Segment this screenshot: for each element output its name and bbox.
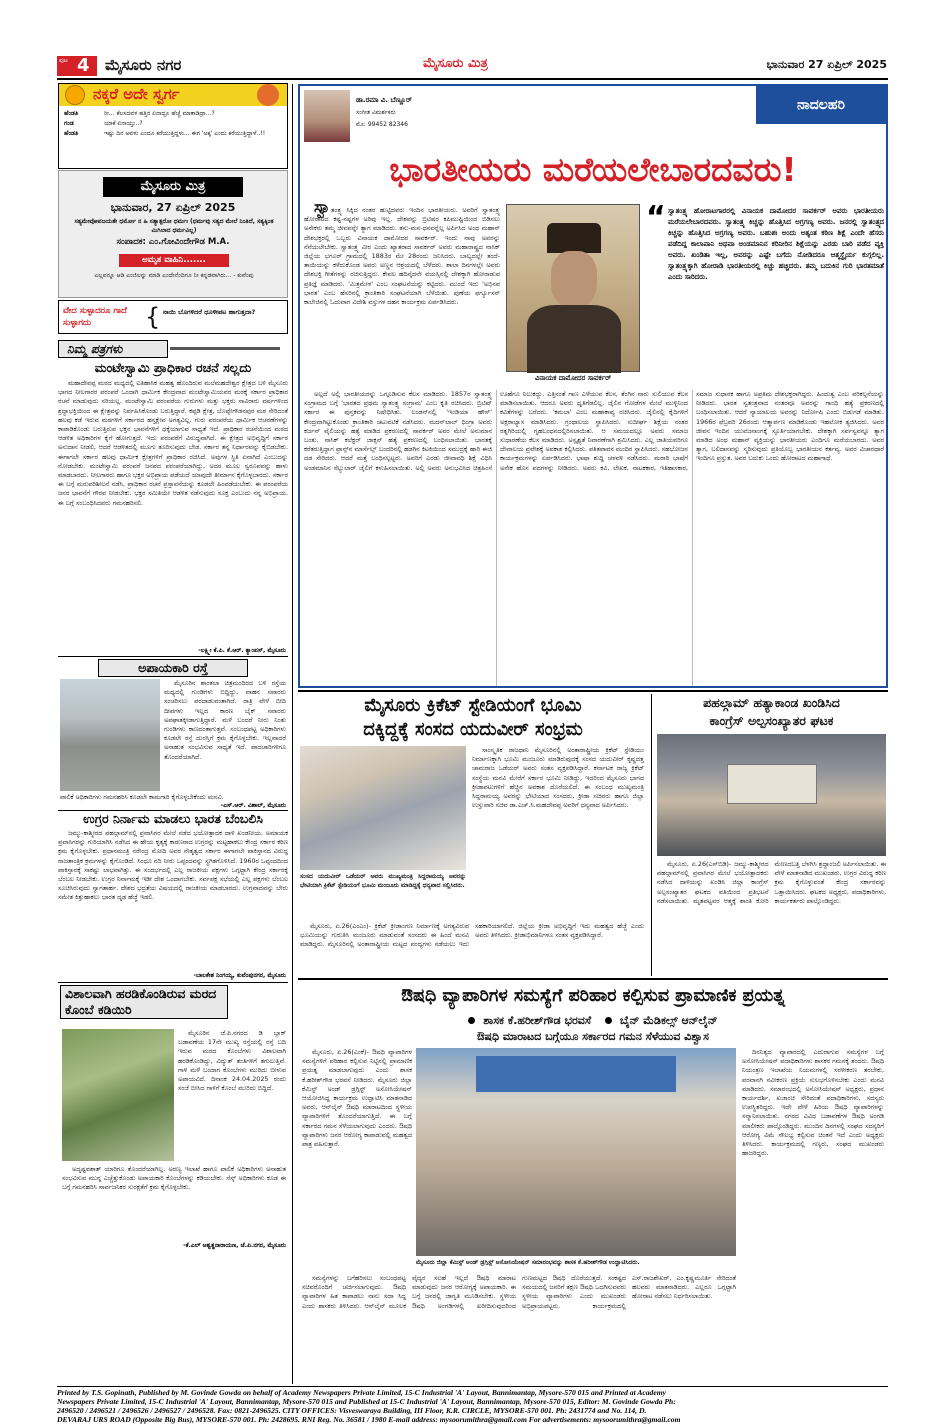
pull-quote: “ ಸ್ವಾತಂತ್ರ್ಯ ಹೋರಾಟಗಾರರಲ್ಲಿ ವಿನಾಯಕ ದಾಮೋದರ ಸಾವರ್ಕರ್ ಅವರು ಭಾರತೀಯರು ಮರೆಯಲೇಬಾರದವರು. ಸ್ವಾತಂತ್ರ್ಯ ಕಿಚ್ಚನ್ನು ಹೊತ್ತಿಸಿದ ಅಗ್ರಗಣ್ಯ ಅವರು. ಜನರಲ್ಲಿ ಸ್ವಾತಂತ್ರ್ಯದ ಕಿಚ್ಚನ್ನು ಹೊತ್ತಿಸಿದ ಅಗ್ರಗಣ್ಯ ಅವರು. ಬಹುಶಃ ಅಂದು ಅತ್ಯಂತ ಕಠಿಣ ಶಿಕ್ಷೆ ಎಂದೇ ಹೆಸರು ಪಡೆದಿದ್ದ ಕಾಲಾಪಾನಿ ಅಥವಾ ಅಂಡಮಾನಿನ ಕರಿನೀರಿನ ಶಿಕ್ಷೆಯನ್ನು ಎರಡು ಬಾರಿ ಪಡೆದ ವ್ಯಕ್ತಿ ಅವರು. ಖಂಡಿತಾ ಇಲ್ಲ, ಅವರನ್ನು ಎಷ್ಟೇ ಬಗೆದು ನೋಡಿದರೂ ಆತ್ಮಸ್ಥೈರ್ಯ ಕುಗ್ಗಲಿಲ್ಲ. ಸ್ವಾತಂತ್ರ್ಯಕ್ಕಾಗಿ ಹೋರಾಡಿ ಭಾರತೀಯರಲ್ಲಿ ಕಿಚ್ಚು ಹಚ್ಚಿದರು. ತಮ್ಮ ಬದುಕಿನ ಗುರಿ ಭಾರತಮಾತೆ ಎಂದು ಸಾರಿದರು. xyxy=(646,200,885,281)
photo-caption: ವಿನಾಯಕ ದಾಮೋದರ ಸಾವರ್ಕರ್ xyxy=(534,374,612,382)
letters-banner xyxy=(58,340,288,358)
laugh-icon xyxy=(65,85,85,105)
paper-motto: ಸತ್ಯಮೇವೋಪಜಯತೇ ಧರ್ಮೋ ನ ಹಿ ಸತ್ಯಾತ್ಪರೋ ಧರ್ಮಃ (ಧರ್ಮವು ಸತ್ಯದ ಮೇಲೆ ನಿಂತಿದೆ, ಸತ್ಯಕ್ಕಿಂತ ಮಿಗಿಲಾದ ಧರ್ಮವಿಲ್ಲ) xyxy=(74,218,274,234)
letter3-signature: -ಬಾಲಕೇಶ ನಿಂಗಯ್ಯ, ಕುವೆಂಪುನಗರ, ಮೈಸೂರು xyxy=(193,972,286,979)
joke-line: ಹೆಂಡತಿ ರೀ... ಕೆಲಸದವಳ ಹತ್ತಿರ ಏನಾದ್ರೂ ಹೆಚ್ಚೆ ಮಾತಾಡಿದ್ರಾ...? xyxy=(64,110,215,117)
letter3-body: ಜಮ್ಮು-ಕಾಶ್ಮೀರದ ಪಹಲ್ಗಾಮ್‌ನಲ್ಲಿ ಪ್ರವಾಸಿಗರ ಮೇಲೆ ನಡೆದ ಭಯೋತ್ಪಾದಕ ದಾಳಿ ಖಂಡನೀಯ. ಅಮಾಯಕ ಪ್ರವಾಸಿಗರನ್ನು ಗುರಿಯಾಗಿಸಿ ನಡೆಸಿದ ಈ ಹೇಯ ಕೃತ್ಯಕ್ಕೆ ಕಾರಣರಾದ ಉಗ್ರರನ್ನು ಮಟ್ಟಹಾಕಲು ಕೇಂದ್ರ ಸರ್ಕಾರ ಕಠಿಣ ಕ್ರಮ ಕೈಗೊಳ್ಳಬೇಕು. ಪ್ರಧಾನಮಂತ್ರಿ ನರೇಂದ್ರ ಮೋದಿ ಅವರ ನೇತೃತ್ವದ ಸರ್ಕಾರ ಈಗಾಗಲೇ ಪಾಕಿಸ್ತಾನದ ವಿರುದ್ಧ ರಾಜತಾಂತ್ರಿಕ ಕ್ರಮಗಳನ್ನು ಕೈಗೊಂಡಿದೆ. ಸಿಂಧೂ ನದಿ ನೀರು ಒಪ್ಪಂದವನ್ನು ಸ್ಥಗಿತಗೊಳಿಸಿದೆ. 1960ರ ಒಪ್ಪಂದದಿಂದ ಪಾಕಿಸ್ತಾನಕ್ಕೆ ಸಾಕಷ್ಟು ಲಾಭವಾಗಿತ್ತು. ಈ ಸಂದರ್ಭದಲ್ಲಿ ಎಲ್ಲ ರಾಜಕೀಯ ಪಕ್ಷಗಳು ಒಗ್ಗಟ್ಟಾಗಿ ಕೇಂದ್ರ ಸರ್ಕಾರಕ್ಕೆ ಬೆಂಬಲ ನೀಡಬೇಕು. ಉಗ್ರರ ನಿರ್ನಾಮಕ್ಕೆ ಇಡೀ ದೇಶ ಒಂದಾಗಬೇಕು. ಸರ್ವಪಕ್ಷ ಸಭೆಯಲ್ಲಿ ಎಲ್ಲ ಪಕ್ಷಗಳು ಬೆಂಬಲ ಸೂಚಿಸಿರುವುದು ಸ್ವಾಗತಾರ್ಹ. ದೇಶದ ಭದ್ರತೆಯ ವಿಷಯದಲ್ಲಿ ರಾಜಕೀಯ ಮಾಡಬಾರದು. ಉಗ್ರವಾದವನ್ನು ಬೇರು ಸಮೇತ ಕಿತ್ತುಹಾಕಲು ಭಾರತ ದೃಢ ಹೆಜ್ಜೆ ಇಡಲಿ. xyxy=(58,829,288,902)
letter4-body: ಮೈಸೂರಿನ ಜೆ.ಪಿ.ನಗರದ ಡಿ ಬ್ಲಾಕ್ ಬಡಾವಣೆಯ 17ನೇ ಮುಖ್ಯ ರಸ್ತೆಯಲ್ಲಿ ರಸ್ತೆ ಬದಿ ಇರುವ ಮರದ ಕೊಂಬೆಗಳು ವಿಶಾಲವಾಗಿ ಹರಡಿಕೊಂಡಿದ್ದು, ವಿದ್ಯುತ್ ತಂತಿಗಳಿಗೆ ತಗುಲುತ್ತಿವೆ. ಗಾಳಿ ಮಳೆ ಬಂದಾಗ ಕೊಂಬೆಗಳು ಮುರಿದು ಬೀಳುವ ಅಪಾಯವಿದೆ. ದಿನಾಂಕ 24.04.2025 ರಂದು ಸಂಜೆ ಬೀಸಿದ ಗಾಳಿಗೆ ಕೊಂಬೆ ಮುರಿದು ಬಿದ್ದಿದೆ. xyxy=(178,1029,286,1093)
letter1-signature: -ಲಕ್ಷ್ಮೀ ಕೆ.ಪಿ. ಕೆ.ಆರ್. ಕ್ಯಾಂಪಸ್, ಮೈಸೂರು xyxy=(198,647,286,654)
left-column-border xyxy=(292,84,293,1384)
pahalgam-body: ಮೈಸೂರು, ಏ.26(ಎಸ್‌ಬಿಡಿ)- ಜಮ್ಮು-ಕಾಶ್ಮೀರದ ಪಹಲ್ಗಾಮ್‌ನಲ್ಲಿ ಪ್ರವಾಸಿಗರ ಮೇಲೆ ಭಯೋತ್ಪಾದಕರು ನಡೆಸಿದ ದಾಳಿಯನ್ನು ಖಂಡಿಸಿ ಜಿಲ್ಲಾ ಕಾಂಗ್ರೆಸ್ ಅಲ್ಪಸಂಖ್ಯಾತರ ಘಟಕದ ವತಿಯಿಂದ ಪ್ರತಿಭಟನೆ ನಡೆಸಲಾಯಿತು. ಮೃತಪಟ್ಟವರ ಆತ್ಮಕ್ಕೆ ಶಾಂತಿ ಕೋರಿ ಮೇಣದಬತ್ತಿ ಬೆಳಗಿಸಿ ಶ್ರದ್ಧಾಂಜಲಿ ಅರ್ಪಿಸಲಾಯಿತು. ಈ ವೇಳೆ ಮಾತನಾಡಿದ ಮುಖಂಡರು, ಉಗ್ರರ ವಿರುದ್ಧ ಕಠಿಣ ಕ್ರಮ ಕೈಗೊಳ್ಳುವಂತೆ ಕೇಂದ್ರ ಸರ್ಕಾರವನ್ನು ಒತ್ತಾಯಿಸಿದರು. ಘಟಕದ ಅಧ್ಯಕ್ಷರು, ಪದಾಧಿಕಾರಿಗಳು, ಕಾರ್ಯಕರ್ತರು ಪಾಲ್ಗೊಂಡಿದ್ದರು. xyxy=(657,860,886,905)
bullet-icon xyxy=(468,1017,475,1024)
joke-box xyxy=(58,83,288,169)
story4-top-rule xyxy=(298,978,888,980)
pharmacy-caption: ಮೈಸೂರು ಜಿಲ್ಲಾ ಕೆಮಿಸ್ಟ್ ಅಂಡ್ ಡ್ರಗ್ಗಿಸ್ಟ್ ಅಸೋಸಿಯೇಷನ್ ಸಮಾರಂಭವನ್ನು ಶಾಸಕ ಕೆ.ಹರೀಶ್‌ಗೌಡ ಉದ್ಘಾಟಿಸಿದರು. xyxy=(416,1259,640,1266)
cricket-caption: ಸಂಸದ ಯದುವೀರ್ ಒಡೆಯರ್ ಅವರು ಮುಖ್ಯಮಂತ್ರಿ ಸಿದ್ದರಾಮಯ್ಯ ಅವರನ್ನು ಭೇಟಿಯಾಗಿ ಕ್ರಿಕೆಟ್ ಸ್ಟೇಡಿಯಂಗೆ ಭೂಮಿ ಮಂಜೂರು ಮಾಡಿದ್ದಕ್ಕೆ ಧನ್ಯವಾದ ಸಲ್ಲಿಸಿದರು. xyxy=(300,873,466,889)
letters-title: ನಿಮ್ಮ ಪತ್ರಗಳು xyxy=(58,340,168,358)
letter2 xyxy=(58,656,288,808)
letter4-body-cont: ಅದೃಷ್ಟವಶಾತ್ ಯಾರಿಗೂ ತೊಂದರೆಯಾಗಿಲ್ಲ. ಅರಣ್ಯ ಇಲಾಖೆ ಹಾಗೂ ಪಾಲಿಕೆ ಅಧಿಕಾರಿಗಳು ಅನಾಹುತ ಸಂಭವಿಸುವ ಮುನ್ನ ಎಚ್ಚೆತ್ತುಕೊಂಡು ಅಪಾಯಕಾರಿ ಕೊಂಬೆಗಳನ್ನು ಕಡಿಯಬೇಕು. ಸೆಸ್ಕ್ ಅಧಿಕಾರಿಗಳು ಕೂಡ ಈ ಬಗ್ಗೆ ಗಮನಹರಿಸಿ ಸಾರ್ವಜನಿಕರ ಸುರಕ್ಷತೆಗೆ ಕ್ರಮ ಕೈಗೊಳ್ಳಬೇಕು. xyxy=(62,1165,286,1192)
letter1-body: ಮಹಾದೇವಪ್ಪ ಮಠದ ಮಧ್ಯದಲ್ಲಿ ಐತಿಹಾಸಿಕ ಮಹತ್ವ ಹೊಂದಿರುವ ಮಲೆಮಹದೇಶ್ವರ ಕ್ಷೇತ್ರದ ಬಳಿ ಮೈಸೂರು ಭಾಗದ ನೀಲಗಾರರ ಪರಂಪರೆ ಒಂದಾಗಿ ಧಾರ್ಮಿಕ ಕೇಂದ್ರವಾದ ಮಂಟೇಸ್ವಾಮಿಯವರ ಮಠಕ್ಕೆ ಸರ್ಕಾರ ಪ್ರಾಧಿಕಾರ ರಚನೆ ಮಾಡುವುದು ಸರಿಯಲ್ಲ. ಮಂಟೇಸ್ವಾಮಿ ಪರಂಪರೆಯ ಗುರುಗಳು ಮತ್ತು ಭಕ್ತರು ಸಾವಿರಾರು ವರ್ಷಗಳಿಂದ ಶ್ರದ್ಧಾಭಕ್ತಿಯಿಂದ ಈ ಕ್ಷೇತ್ರವನ್ನು ನಿರ್ವಹಿಸಿಕೊಂಡು ಬರುತ್ತಿದ್ದಾರೆ. ಕಪ್ಪಡಿ ಕ್ಷೇತ್ರ, ಬೊಪ್ಪೇಗೌಡನಪುರ ಮಠ ಸೇರಿದಂತೆ ಹಲವು ಕಡೆ ಇರುವ ಮಠಗಳಿಗೆ ಸರ್ಕಾರದ ಹಸ್ತಕ್ಷೇಪ ಅಗತ್ಯವಿಲ್ಲ. ಗುರು ಪರಂಪರೆಯ ಧಾರ್ಮಿಕ ಆಚರಣೆಗಳನ್ನು ಕಾಪಾಡಿಕೊಂಡು ಬರುತ್ತಿರುವ ಭಕ್ತರ ಭಾವನೆಗಳಿಗೆ ಧಕ್ಕೆಯಾಗುವ ಸಾಧ್ಯತೆ ಇದೆ. ಪ್ರಾಧಿಕಾರ ರಚನೆಯಿಂದ ಮಠದ ಆಡಳಿತ ಅಧಿಕಾರಿಗಳ ಕೈಗೆ ಹೋಗುತ್ತದೆ. ಇದು ಪರಂಪರೆಗೆ ವಿರುದ್ಧವಾಗಿದೆ. ಈ ಕ್ಷೇತ್ರದ ಅಭಿವೃದ್ಧಿಗೆ ಸರ್ಕಾರ ಅನುದಾನ ನೀಡಲಿ, ಆದರೆ ಆಡಳಿತದಲ್ಲಿ ಮೂಗು ತೂರಿಸುವುದು ಬೇಡ. ಸರ್ಕಾರ ತನ್ನ ನಿರ್ಧಾರವನ್ನು ಕೈಬಿಡಬೇಕು. ಈಗಾಗಲೇ ಸರ್ಕಾರ ಹಲವು ಧಾರ್ಮಿಕ ಕ್ಷೇತ್ರಗಳಿಗೆ ಪ್ರಾಧಿಕಾರ ರಚಿಸಿದೆ. ಅವುಗಳ ಸ್ಥಿತಿ ಏನಾಗಿದೆ ಎಂಬುದನ್ನು ನೋಡಬೇಕು. ಮಂಟೇಸ್ವಾಮಿ ಪರಂಪರೆ ಜನಪದ ಪರಂಪರೆಯಾಗಿದ್ದು, ಅದರ ಮೂಲ ಸ್ವರೂಪವನ್ನು ಹಾಳು ಮಾಡಬಾರದು. ನೀಲಗಾರರು ಹಾಗೂ ಭಕ್ತರ ಅಭಿಪ್ರಾಯ ಪಡೆಯದೆ ಯಾವುದೇ ತೀರ್ಮಾನ ಕೈಗೊಳ್ಳಬಾರದು. ಸರ್ಕಾರ ಈ ಬಗ್ಗೆ ಮರುಪರಿಶೀಲನೆ ನಡೆಸಿ, ಪ್ರಾಧಿಕಾರ ರಚನೆ ಪ್ರಸ್ತಾವನೆಯನ್ನು ಕೂಡಲೇ ಹಿಂಪಡೆಯಬೇಕು. ಈ ಪರಂಪರೆಯ ಜನರ ಭಾವನೆಗೆ ಗೌರವ ನೀಡಬೇಕು. ಭಕ್ತರ ಸಮಿತಿಯೇ ಆಡಳಿತ ನಡೆಸುವುದು ಸೂಕ್ತ ಎಂಬುದು ನನ್ನ ಅಭಿಪ್ರಾಯ. ಈ ಬಗ್ಗೆ ಸಂಬಂಧಿಸಿದವರು ಗಮನಹರಿಸಲಿ. xyxy=(58,379,288,507)
pahalgam-headline-1: ಪಹಲ್ಗಾಮ್ ಹತ್ಯಾಕಾಂಡ ಖಂಡಿಸಿದ xyxy=(703,695,840,710)
face-shape xyxy=(551,251,597,307)
pharmacy-body-left: ಮೈಸೂರು, ಏ.26(ಎಂಕೆ)- ಔಷಧಿ ವ್ಯಾಪಾರಿಗಳ ಸಮಸ್ಯೆಗಳಿಗೆ ಪರಿಹಾರ ಕಲ್ಪಿಸುವ ನಿಟ್ಟಿನಲ್ಲಿ ಪ್ರಾಮಾಣಿಕ ಪ್ರಯತ್ನ ಮಾಡಲಾಗುವುದು ಎಂದು ಶಾಸಕ ಕೆ.ಹರೀಶ್‌ಗೌಡ ಭರವಸೆ ನೀಡಿದರು. ಮೈಸೂರು ಜಿಲ್ಲಾ ಕೆಮಿಸ್ಟ್ ಅಂಡ್ ಡ್ರಗ್ಗಿಸ್ಟ್ ಅಸೋಸಿಯೇಷನ್ ಆಯೋಜಿಸಿದ್ದ ಕಾರ್ಯಕ್ರಮ ಉದ್ಘಾಟಿಸಿ ಮಾತನಾಡಿದ ಅವರು, ಆನ್‌ಲೈನ್ ಔಷಧಿ ಮಾರಾಟದಿಂದ ಸ್ಥಳೀಯ ವ್ಯಾಪಾರಿಗಳಿಗೆ ತೊಂದರೆಯಾಗುತ್ತಿದೆ. ಈ ಬಗ್ಗೆ ಸರ್ಕಾರದ ಗಮನ ಸೆಳೆಯಲಾಗುವುದು ಎಂದರು. ಔಷಧಿ ವ್ಯಾಪಾರಿಗಳು ಜನರ ಆರೋಗ್ಯ ಕಾಪಾಡುವಲ್ಲಿ ಮಹತ್ವದ ಪಾತ್ರ ವಹಿಸುತ್ತಾರೆ. xyxy=(302,1048,412,1149)
paper-box xyxy=(58,170,288,298)
pharmacy-sub2: ಬೈನ್ ಮೆಡಿಕಲ್ಸ್ ಆನ್‌ಲೈನ್ xyxy=(619,1014,718,1027)
feature-body-row2: ಅಲ್ಲದೆ ಅಲ್ಲಿ ಭಾರತೀಯರನ್ನು ಒಗ್ಗೂಡಿಸುವ ಕೆಲಸ ಮಾಡಿದರು. 1857ರ ಸ್ವಾತಂತ್ರ್ಯ ಸಂಗ್ರಾಮದ ಬಗ್ಗೆ 'ಭಾರತದ ಪ್ರಥಮ ಸ್ವಾತಂತ್ರ್ಯ ಸಂಗ್ರಾಮ' ಎಂಬ ಕೃತಿ ರಚಿಸಿದರು. ಬ್ರಿಟಿಷ್ ಸರ್ಕಾರ ಈ ಪುಸ್ತಕವನ್ನು ನಿಷೇಧಿಸಿತು. ಲಂಡನ್‌ನಲ್ಲಿ 'ಇಂಡಿಯಾ ಹೌಸ್' ಕೇಂದ್ರವಾಗಿಟ್ಟುಕೊಂಡು ಕ್ರಾಂತಿಕಾರಿ ಚಟುವಟಿಕೆ ನಡೆಸಿದರು. ಮದನ್‌ಲಾಲ್ ಧಿಂಗ್ರಾ ಅವರು ಕರ್ಜನ್ ವೈಲಿಯನ್ನು ಹತ್ಯೆ ಮಾಡಿದ ಪ್ರಕರಣದಲ್ಲಿ ಸಾವರ್ಕರ್ ಅವರ ಮೇಲೆ ಅನುಮಾನ ಬಂತು. ನಾಸಿಕ್ ಕಲೆಕ್ಟರ್ ಜಾಕ್ಸನ್ ಹತ್ಯೆ ಪ್ರಕರಣದಲ್ಲಿ ಬಂಧಿಸಲಾಯಿತು. ಭಾರತಕ್ಕೆ ಕರೆತರುತ್ತಿದ್ದಾಗ ಫ್ರಾನ್ಸ್‌ನ ಮಾರ್ಸೆಲ್ಸ್ ಬಂದರಿನಲ್ಲಿ ಹಡಗಿನ ಕಿಟಕಿಯಿಂದ ಸಮುದ್ರಕ್ಕೆ ಹಾರಿ ಈಜಿ ದಡ ಸೇರಿದರು. ಆದರೆ ಮತ್ತೆ ಬಂಧಿಸಲ್ಪಟ್ಟರು. ಅವರಿಗೆ ಎರಡು ಜೀವಾವಧಿ ಶಿಕ್ಷೆ ವಿಧಿಸಿ ಅಂಡಮಾನಿನ ಸೆಲ್ಯುಲಾರ್ ಜೈಲಿಗೆ ಕಳುಹಿಸಲಾಯಿತು. ಅಲ್ಲಿ ಅವರು ಅನುಭವಿಸಿದ ಚಿತ್ರಹಿಂಸೆ ಊಹೆಗೂ ನಿಲುಕದ್ದು. ಎತ್ತಿನಂತೆ ಗಾಣ ಎಳೆಯುವ ಕೆಲಸ, ತೆಂಗಿನ ನಾರು ಸುಲಿಯುವ ಕೆಲಸ ಮಾಡಿಸಲಾಯಿತು. ಆದರೂ ಅವರು ಧೃತಿಗೆಡಲಿಲ್ಲ. ಜೈಲಿನ ಗೋಡೆಗಳ ಮೇಲೆ ಮುಳ್ಳಿನಿಂದ ಕವಿತೆಗಳನ್ನು ಬರೆದರು. 'ಕಮಲಾ' ಎಂಬ ಮಹಾಕಾವ್ಯ ರಚಿಸಿದರು. ಜೈಲಿನಲ್ಲಿ ಕೈದಿಗಳಿಗೆ ಅಕ್ಷರಾಭ್ಯಾಸ ಮಾಡಿಸಿದರು. ಗ್ರಂಥಾಲಯ ಸ್ಥಾಪಿಸಿದರು. ಸುದೀರ್ಘ ಶಿಕ್ಷೆಯ ನಂತರ ರತ್ನಗಿರಿಯಲ್ಲಿ ಗೃಹಬಂಧನದಲ್ಲಿರಿಸಲಾಯಿತು. ಆ ಸಮಯದಲ್ಲೂ ಅವರು ಸಮಾಜ ಸುಧಾರಣೆಯ ಕೆಲಸ ಮಾಡಿದರು. ಅಸ್ಪೃಶ್ಯತೆ ನಿವಾರಣೆಗಾಗಿ ಶ್ರಮಿಸಿದರು. ಎಲ್ಲ ಜಾತಿಯವರಿಗೂ ದೇವಾಲಯ ಪ್ರವೇಶಕ್ಕೆ ಅವಕಾಶ ಕಲ್ಪಿಸಿದರು. ಪತಿತಪಾವನ ಮಂದಿರ ಸ್ಥಾಪಿಸಿದರು. ಸಹಭೋಜನ ಕಾರ್ಯಕ್ರಮಗಳನ್ನು ಏರ್ಪಡಿಸಿದರು. ಭಾಷಾ ಶುದ್ಧಿ ಚಳವಳಿ ನಡೆಸಿದರು. ಮರಾಠಿ ಭಾಷೆಗೆ ಅನೇಕ ಹೊಸ ಪದಗಳನ್ನು ನೀಡಿದರು. ಅವರು ಕವಿ, ಲೇಖಕ, ನಾಟಕಕಾರ, ಇತಿಹಾಸಕಾರ, ಸಮಾಜ ಸುಧಾರಕ ಹಾಗೂ ಅಪ್ರತಿಮ ದೇಶಭಕ್ತರಾಗಿದ್ದರು. ಹಿಂದುತ್ವ ಎಂಬ ಪರಿಕಲ್ಪನೆಯನ್ನು ನೀಡಿದರು. ಭಾರತ ಸ್ವತಂತ್ರವಾದ ನಂತರವೂ ಅವರನ್ನು ಗಾಂಧಿ ಹತ್ಯೆ ಪ್ರಕರಣದಲ್ಲಿ ಬಂಧಿಸಲಾಯಿತು. ಆದರೆ ನ್ಯಾಯಾಲಯ ಅವರನ್ನು ನಿರ್ದೋಷಿ ಎಂದು ಬಿಡುಗಡೆ ಮಾಡಿತು. 1966ರ ಫೆಬ್ರವರಿ 26ರಂದು ಆತ್ಮಾರ್ಪಣ ಮಾಡಿಕೊಂಡು ಇಹಲೋಕ ತ್ಯಜಿಸಿದರು. ಅವರ ಜೀವನ ಇಂದಿನ ಯುವಜನಾಂಗಕ್ಕೆ ಸ್ಫೂರ್ತಿಯಾಗಬೇಕು. ದೇಶಕ್ಕಾಗಿ ಸರ್ವಸ್ವವನ್ನೂ ತ್ಯಾಗ ಮಾಡಿದ ಅಂಥ ಮಹಾನ್ ವ್ಯಕ್ತಿಯನ್ನು ಭಾರತೀಯರು ಎಂದಿಗೂ ಮರೆಯಬಾರದು. ಅವರ ತ್ಯಾಗ, ಬಲಿದಾನವನ್ನು ಸ್ಮರಿಸುವುದು ಪ್ರತಿಯೊಬ್ಬ ಭಾರತೀಯನ ಕರ್ತವ್ಯ. ಅವರ ವಿಚಾರಧಾರೆ ಇಂದಿಗೂ ಪ್ರಸ್ತುತ. ಅವರ ಬದುಕು ಒಂದು ಹೋರಾಟದ ಮಹಾಗಾಥೆ. xyxy=(304,390,884,472)
paper-logo: ಮೈಸೂರು ಮಿತ್ರ xyxy=(103,177,243,197)
feature-box xyxy=(298,84,888,688)
quote-icon: “ xyxy=(646,200,666,235)
joke-line: ಗಂಡ ಯಾಕೆ ಏನಾಯ್ತು..? xyxy=(64,120,143,127)
imprint-line-1: Printed by T.S. Gopinath, Published by M. Govinde Gowda on behalf of Academy Newspapers Private Limited, 15-C Industrial 'A' Layout, Bannimantap, Mysore-570 015 and Printed at Academy xyxy=(57,1388,666,1397)
letter2-body: ಮೈಸೂರಿನ ಶಾಂತಲಾ ಚಿತ್ರಮಂದಿರದ ಬಳಿ ರಸ್ತೆಯ ಮಧ್ಯದಲ್ಲಿ ಗುಂಡಿಗಳು ಬಿದ್ದಿದ್ದು, ವಾಹನ ಸವಾರರು ಸಂಚರಿಸಲು ಪರದಾಡುವಂತಾಗಿದೆ. ರಾತ್ರಿ ವೇಳೆ ಬೀದಿ ದೀಪಗಳು ಇಲ್ಲದ ಕಾರಣ ಬೈಕ್ ಸವಾರರು ಅಪಘಾತಕ್ಕೀಡಾಗುತ್ತಿದ್ದಾರೆ. ಮಳೆ ಬಂದರೆ ನೀರು ನಿಂತು ಗುಂಡಿಗಳು ಕಾಣದಂತಾಗುತ್ತವೆ. ಸಂಬಂಧಪಟ್ಟ ಅಧಿಕಾರಿಗಳು ಕೂಡಲೇ ರಸ್ತೆ ದುರಸ್ತಿಗೆ ಕ್ರಮ ಕೈಗೊಳ್ಳಬೇಕು. ಇಲ್ಲವಾದರೆ ಅನಾಹುತ ಸಂಭವಿಸುವ ಸಾಧ್ಯತೆ ಇದೆ. ಪಾದಚಾರಿಗಳಿಗೂ ತೊಂದರೆಯಾಗಿದೆ. xyxy=(164,679,286,761)
pen-icon xyxy=(170,347,280,350)
imprint-line-2: Newspapers Private Limited, 15-C Industrial 'A' Layout, Bannimantap, Mysore-570 015 and Published at 15-C Industrial 'A' Layout, Bannimantap, Mysore-570 015, Editor: M. Govinde Gowda Ph: xyxy=(57,1397,676,1406)
letter1-title: ಮಂಟೇಸ್ವಾಮಿ ಪ್ರಾಧಿಕಾರ ರಚನೆ ಸಲ್ಲದು xyxy=(94,360,252,375)
pharmacy-sub1: ಶಾಸಕ ಕೆ.ಹರೀಶ್‌ಗೌಡ ಭರವಸೆ xyxy=(483,1014,592,1027)
cricket-body-b: ಮೈಸೂರು, ಏ.26(ಎಂಎಂ)- ಕ್ರಿಕೆಟ್ ಕ್ರೀಡಾಂಗಣ ನಿರ್ಮಾಣಕ್ಕೆ ಅಗತ್ಯವಿರುವ ಭೂಮಿಯನ್ನು ಗುರುತಿಸಿ ಮಂಜೂರು ಮಾಡುವಂತೆ ಸಂಸದರು ಈ ಹಿಂದೆ ಮನವಿ ಮಾಡಿದ್ದರು. ಮೈಸೂರಿನಲ್ಲಿ ಅಂತಾರಾಷ್ಟ್ರೀಯ ಮಟ್ಟದ ಪಂದ್ಯಗಳು ನಡೆಯಲು ಇದು ಸಹಕಾರಿಯಾಗಲಿದೆ. ಜಿಲ್ಲೆಯ ಕ್ರೀಡಾ ಅಭಿವೃದ್ಧಿಗೆ ಇದು ಮಹತ್ವದ ಹೆಜ್ಜೆ ಎಂದು ಅವರು ತಿಳಿಸಿದರು. ಕ್ರೀಡಾಭಿಮಾನಿಗಳೂ ಸಂತಸ ವ್ಯಕ್ತಪಡಿಸಿದ್ದಾರೆ. xyxy=(300,922,644,949)
protest-banner xyxy=(727,764,817,804)
letter4 xyxy=(58,982,288,1250)
story2-divider xyxy=(651,694,652,976)
amruta-text: ಎಲ್ಲವನ್ನೂ ಆಡಿ ಎಂಜಿಲನ್ನು ಮಾಡಿ ಎಂದೇನೆಂದಿಗೂ ನೀ ಕನ್ನಡವಾಗಿರು... - ಕುವೆಂಪು xyxy=(94,272,254,279)
footer-rule xyxy=(57,1386,888,1387)
cricket-story xyxy=(298,694,648,976)
proverb-left: ವೇದ ಸುಳ್ಳಾದರೂ ಗಾದೆ ಸುಳ್ಳಾಗದು xyxy=(63,306,127,328)
pharmacy-body-right: ದಿನನಿತ್ಯದ ವ್ಯಾಪಾರದಲ್ಲಿ ಎದುರಾಗುವ ಸಮಸ್ಯೆಗಳ ಬಗ್ಗೆ ಅಸೋಸಿಯೇಷನ್ ಪದಾಧಿಕಾರಿಗಳು ಶಾಸಕರ ಗಮನಕ್ಕೆ ತಂದರು. ಔಷಧಿ ನಿಯಂತ್ರಣ ಇಲಾಖೆಯ ನಿಯಮಗಳಲ್ಲಿ ಸರಳೀಕರಣ ತರಬೇಕು, ಪರವಾನಗಿ ನವೀಕರಣ ಪ್ರಕ್ರಿಯೆ ಸುಲಭಗೊಳಿಸಬೇಕು ಎಂದು ಮನವಿ ಮಾಡಿದರು. ಸಮಾರಂಭದಲ್ಲಿ ಅಸೋಸಿಯೇಷನ್ ಅಧ್ಯಕ್ಷರು, ಪ್ರಧಾನ ಕಾರ್ಯದರ್ಶಿ, ಖಜಾಂಚಿ ಸೇರಿದಂತೆ ಪದಾಧಿಕಾರಿಗಳು, ಸದಸ್ಯರು ಉಪಸ್ಥಿತರಿದ್ದರು. ಇದೇ ವೇಳೆ ಹಿರಿಯ ಔಷಧಿ ವ್ಯಾಪಾರಿಗಳನ್ನು ಸನ್ಮಾನಿಸಲಾಯಿತು. ನಗರದ ವಿವಿಧ ಬಡಾವಣೆಗಳ ಔಷಧಿ ಅಂಗಡಿ ಮಾಲೀಕರು ಪಾಲ್ಗೊಂಡಿದ್ದರು. ಮುಂದಿನ ದಿನಗಳಲ್ಲಿ ಸಂಘದ ಸದಸ್ಯರಿಗೆ ಆರೋಗ್ಯ ವಿಮೆ ಸೌಲಭ್ಯ ಕಲ್ಪಿಸುವ ಚಿಂತನೆ ಇದೆ ಎಂದು ಅಧ್ಯಕ್ಷರು ತಿಳಿಸಿದರು. ಕಾರ್ಯಕ್ರಮದಲ್ಲಿ ಗಣ್ಯರು, ಸಂಘದ ಮುಖಂಡರು ಹಾಜರಿದ್ದರು. xyxy=(742,1048,884,1158)
pharmacy-story xyxy=(298,982,888,1384)
pahalgam-headline-2: ಕಾಂಗ್ರೆಸ್ ಅಲ್ಪಸಂಖ್ಯಾತರ ಘಟಕ xyxy=(709,713,834,728)
story2-top-rule xyxy=(298,690,888,692)
pharmacy-subheads xyxy=(298,1012,888,1029)
letter4-signature: -ಕೆ.ಎಲ್ ಅಶ್ವತ್ಥನಾರಾಯಣ, ಜೆ.ಪಿ.ನಗರ, ಮೈಸೂರು xyxy=(183,1242,286,1249)
mascot-icon xyxy=(257,84,279,106)
tree-photo xyxy=(62,1029,174,1161)
quote-text: ಸ್ವಾತಂತ್ರ್ಯ ಹೋರಾಟಗಾರರಲ್ಲಿ ವಿನಾಯಕ ದಾಮೋದರ ಸಾವರ್ಕರ್ ಅವರು ಭಾರತೀಯರು ಮರೆಯಲೇಬಾರದವರು. ಸ್ವಾತಂತ್ರ್ಯ ಕಿಚ್ಚನ್ನು ಹೊತ್ತಿಸಿದ ಅಗ್ರಗಣ್ಯ ಅವರು. xyxy=(668,207,884,226)
author-name: ಡಾ.ರಮಾ ವಿ. ಬೆಣ್ಣೂರ್ xyxy=(356,96,412,104)
page-number-badge xyxy=(57,56,97,76)
author-panel xyxy=(304,90,434,142)
author-role: ಸಂಗೀತ ವಿಮರ್ಶಕರು xyxy=(356,109,396,116)
author-phone: ಮೊ: 99452 82346 xyxy=(356,121,408,128)
imprint-line-3: 2496520 / 2496521 / 2496526 / 2496527 / 2496528. Fax: 0821-2496525. CITY OFFICES: Visveswaraya Building, III Floor, K.R. CIRCLE, MYSORE-570 001. Ph: 2431774 and No. 114, D. xyxy=(57,1406,647,1415)
header-rule xyxy=(57,78,888,80)
joke-header xyxy=(59,84,287,106)
bullet-icon xyxy=(605,1017,612,1024)
joke-line: ಹೆಂಡತಿ ಇಷ್ಟು ದಿನ ಅವಳು ಎಂದೂ ಕರೆಯುತ್ತಿದ್ದಳು... ಈಗ 'ಅಕ್ಕ' ಎಂದು ಕರೆಯುತ್ತಿದ್ದಾಳೆ..!! xyxy=(64,130,266,137)
joke-lines xyxy=(59,106,287,142)
letter2-signature: -ಎಸ್.ಆರ್. ವಿಶಾಲ್, ಮೈಸೂರು xyxy=(220,802,286,808)
cricket-headline-2: ದಕ್ಕಿದ್ದಕ್ಕೆ ಸಂಸದ ಯದುವೀರ್ ಸಂಭ್ರಮ xyxy=(363,719,583,740)
paper-editor: ಸಂಪಾದಕ: ಎಂ.ಗೋವಿಂದೇಗೌಡ M.A. xyxy=(116,237,230,247)
author-photo xyxy=(304,90,350,142)
page-header xyxy=(57,55,887,77)
letter3-title: ಉಗ್ರರ ನಿರ್ನಾಮ ಮಾಡಲು ಭಾರತ ಬೆಂಬಲಿಸಿ xyxy=(83,811,263,826)
coat-shape xyxy=(527,305,621,373)
letter3 xyxy=(58,810,288,980)
pharmacy-sub3: ಔಷಧಿ ಮಾರಾಟದ ಬಗ್ಗೆಯೂ ಸರ್ಕಾರದ ಗಮನ ಸೆಳೆಯುವ ವಿಶ್ವಾಸ xyxy=(477,1030,709,1043)
imprint-line-4: DEVARAJ URS ROAD (Opposite Big Bus), MYSORE-570 001. Ph: 2428695. RNI Reg. No. 36581 / 1980 E-mail address: mysoorumithra@gmail.com For advertisements: mysoorumithra@gmail.com xyxy=(57,1415,681,1424)
imprint xyxy=(57,1388,888,1424)
cricket-photo xyxy=(300,746,466,870)
letter4-title: ವಿಶಾಲವಾಗಿ ಹರಡಿಕೊಂಡಿರುವ ಮರದ ಕೊಂಬೆ ಕಡಿಯಿರಿ xyxy=(60,985,228,1019)
cricket-headline-1: ಮೈಸೂರು ಕ್ರಿಕೆಟ್ ಸ್ಟೇಡಿಯಂಗೆ ಭೂಮಿ xyxy=(364,695,582,716)
column-tag: ನಾದಲಹರಿ xyxy=(756,86,886,124)
letter2-body-cont: ಪಾಲಿಕೆ ಅಧಿಕಾರಿಗಳು ಗಮನಹರಿಸಿ ಕೂಡಲೇ ಕಾಮಗಾರಿ ಕೈಗೊಳ್ಳಬೇಕೆಂದು ಮನವಿ. xyxy=(60,793,224,801)
joke-title: ನಕ್ಕರೆ ಅದೇ ಸ್ವರ್ಗ xyxy=(93,85,180,103)
pharmacy-photo xyxy=(416,1048,736,1256)
section-name: ಮೈಸೂರು ನಗರ xyxy=(105,56,182,74)
pharmacy-body-bottom: ಸಮಸ್ಯೆಗಳನ್ನು ಬಗೆಹರಿಸಲು ಸಂಬಂಧಪಟ್ಟ ಸಚಿವರೊಂದಿಗೆ ಚರ್ಚಿಸಲಾಗುವುದು. ಔಷಧಿ ವ್ಯಾಪಾರಿಗಳ ಹಿತ ಕಾಪಾಡಲು ನಾನು ಸದಾ ಸಿದ್ಧ ಎಂದು ಶಾಸಕರು ತಿಳಿಸಿದರು. ಆನ್‌ಲೈನ್ ಮೂಲಕ ವೈದ್ಯರ ಸಲಹೆ ಇಲ್ಲದೆ ಔಷಧಿ ಮಾರಾಟ ಮಾಡುವುದು ಜನರ ಆರೋಗ್ಯಕ್ಕೆ ಅಪಾಯಕಾರಿ. ಈ ಬಗ್ಗೆ ಜನರಲ್ಲಿ ಜಾಗೃತಿ ಮೂಡಿಸಬೇಕು. ಸ್ಥಳೀಯ ಔಷಧಿ ಅಂಗಡಿಗಳಲ್ಲಿ ಖರೀದಿಸುವುದರಿಂದ ಗುಣಮಟ್ಟದ ಔಷಧಿ ದೊರೆಯುತ್ತದೆ. ಸಂಕಷ್ಟದ ಸಮಯದಲ್ಲಿ ಜನರಿಗೆ ತಕ್ಷಣ ಔಷಧಿ ಒದಗಿಸುವವರು ಸ್ಥಳೀಯ ವ್ಯಾಪಾರಿಗಳು ಎಂದು ಮುಖಂಡರು ಅಭಿಪ್ರಾಯಪಟ್ಟರು. ಕಾರ್ಯಕ್ರಮದಲ್ಲಿ ಎಸ್.ರಾಜಶೇಖರ್, ಎಂ.ಕೃಷ್ಣಮೂರ್ತಿ ಸೇರಿದಂತೆ ಹಲವರು ಮಾತನಾಡಿದರು. ಎಲ್ಲರೂ ಒಗ್ಗಟ್ಟಾಗಿ ಹೋರಾಟ ನಡೆಸಲು ನಿರ್ಧರಿಸಲಾಯಿತು. xyxy=(302,1274,736,1310)
savarkar-photo xyxy=(506,204,640,372)
feature-body-col1: ಸ್ವಾತಂತ್ರ್ಯ ಸಿಕ್ಕಿದ ನಂತರ ಹುಟ್ಟಿದವರು ಇಂದಿನ ಭಾರತೀಯರು. ಅವರಿಗೆ ಸ್ವಾತಂತ್ರ್ಯ ಹೋರಾಟದ ಕಷ್ಟ-ನಷ್ಟಗಳ ಅರಿವು ಇಲ್ಲ. ದೇಶವನ್ನು ಬ್ರಿಟಿಷರ ಕಪಿಮುಷ್ಟಿಯಿಂದ ಬಿಡಿಸಲು ಅನೇಕರು ತಮ್ಮ ಜೀವವನ್ನೇ ತ್ಯಾಗ ಮಾಡಿದರು. ತನು-ಮನ-ಧನವನ್ನೆಲ್ಲ ಅರ್ಪಿಸಿದ ಅಂಥ ಮಹಾನ್ ದೇಶಭಕ್ತರಲ್ಲಿ ಒಬ್ಬರು ವಿನಾಯಕ ದಾಮೋದರ ಸಾವರ್ಕರ್. ಇಂದು ನಾವು ಅವರನ್ನು ನೆನೆಯಲೇಬೇಕು. ಸ್ವಾತಂತ್ರ್ಯ ವೀರ ಎಂದು ಖ್ಯಾತರಾದ ಸಾವರ್ಕರ್ ಅವರು ಮಹಾರಾಷ್ಟ್ರದ ನಾಸಿಕ್ ಜಿಲ್ಲೆಯ ಭಗೂರ್ ಗ್ರಾಮದಲ್ಲಿ 1883ರ ಮೇ 28ರಂದು ಜನಿಸಿದರು. ಬಾಲ್ಯದಲ್ಲೇ ತಂದೆ-ತಾಯಿಯನ್ನು ಕಳೆದುಕೊಂಡ ಅವರು ಅಣ್ಣನ ಆಶ್ರಯದಲ್ಲಿ ಬೆಳೆದರು. ಶಾಲಾ ದಿನಗಳಲ್ಲೇ ಅವರು ದೇಶಭಕ್ತಿ ಗೀತೆಗಳನ್ನು ರಚಿಸುತ್ತಿದ್ದರು. ಕೇವಲ ಹದಿನೈದನೇ ವಯಸ್ಸಿನಲ್ಲಿ ದೇಶಕ್ಕಾಗಿ ಹೋರಾಡುವ ಪ್ರತಿಜ್ಞೆ ಮಾಡಿದರು. 'ಮಿತ್ರಮೇಳ' ಎಂಬ ಸಂಘಟನೆಯನ್ನು ಕಟ್ಟಿದರು. ಮುಂದೆ ಇದು 'ಅಭಿನವ ಭಾರತ' ಎಂಬ ಹೆಸರಿನಲ್ಲಿ ಕ್ರಾಂತಿಕಾರಿ ಸಂಘಟನೆಯಾಗಿ ಬೆಳೆಯಿತು. ಪುಣೆಯ ಫರ್ಗ್ಯೂಸನ್ ಕಾಲೇಜಿನಲ್ಲಿ ಓದುವಾಗ ವಿದೇಶಿ ವಸ್ತುಗಳ ದಹನ ಕಾರ್ಯಕ್ರಮ ಏರ್ಪಡಿಸಿದರು. xyxy=(304,197,500,307)
pahalgam-story xyxy=(655,694,888,976)
paper-date: ಭಾನುವಾರ, 27 ಏಪ್ರಿಲ್ 2025 xyxy=(110,201,236,214)
letter2-title: ಅಪಾಯಕಾರಿ ರಸ್ತೆ xyxy=(98,659,248,677)
amruta-title: ಅಮೃತ ವಾಹಿನಿ....... xyxy=(119,254,229,267)
page-number: 4 xyxy=(77,55,90,76)
proverb-box xyxy=(58,300,288,334)
protest-photo xyxy=(657,734,886,856)
cap-shape xyxy=(547,223,601,253)
cricket-body-a: ಸಾಂಸ್ಕೃತಿಕ ರಾಜಧಾನಿ ಮೈಸೂರಿನಲ್ಲಿ ಅಂತಾರಾಷ್ಟ್ರೀಯ ಕ್ರಿಕೆಟ್ ಸ್ಟೇಡಿಯಂ ನಿರ್ಮಾಣಕ್ಕಾಗಿ ಭೂಮಿ ಮಂಜೂರು ಮಾಡಿರುವುದಕ್ಕೆ ಸಂಸದ ಯದುವೀರ್ ಕೃಷ್ಣದತ್ತ ಚಾಮರಾಜ ಒಡೆಯರ್ ಅವರು ಸಂತಸ ವ್ಯಕ್ತಪಡಿಸಿದ್ದಾರೆ. ಕರ್ನಾಟಕ ರಾಜ್ಯ ಕ್ರಿಕೆಟ್ ಸಂಸ್ಥೆಯ ಮನವಿ ಮೇರೆಗೆ ಸರ್ಕಾರ ಭೂಮಿ ನೀಡಿದ್ದು, ಇದರಿಂದ ಮೈಸೂರು ಭಾಗದ ಕ್ರೀಡಾಪಟುಗಳಿಗೆ ಹೆಚ್ಚಿನ ಅವಕಾಶ ದೊರೆಯಲಿದೆ. ಈ ಸಂಬಂಧ ಮುಖ್ಯಮಂತ್ರಿ ಸಿದ್ದರಾಮಯ್ಯ ಅವರನ್ನು ಭೇಟಿಯಾದ ಸಂಸದರು, ಕ್ರೀಡಾ ಸಚಿವರು ಹಾಗೂ ಜಿಲ್ಲಾ ಉಸ್ತುವಾರಿ ಸಚಿವ ಡಾ.ಎಚ್.ಸಿ.ಮಹದೇವಪ್ಪ ಅವರಿಗೆ ಧನ್ಯವಾದ ಅರ್ಪಿಸಿದರು. xyxy=(472,746,644,810)
road-photo xyxy=(60,679,160,791)
page-label: ಪುಟ xyxy=(59,57,68,64)
brace-icon: { xyxy=(145,303,161,331)
masthead: ಮೈಸೂರು ಮಿತ್ರ xyxy=(423,56,488,71)
pharmacy-headline: ಔಷಧಿ ವ್ಯಾಪಾರಿಗಳ ಸಮಸ್ಯೆಗೆ ಪರಿಹಾರ ಕಲ್ಪಿಸುವ ಪ್ರಾಮಾಣಿಕ ಪ್ರಯತ್ನ xyxy=(401,986,785,1006)
feature-headline: ಭಾರತೀಯರು ಮರೆಯಲೇಬಾರದವರು! xyxy=(389,150,797,189)
stage-banner xyxy=(476,1056,676,1092)
header-date: ಭಾನುವಾರ 27 ಏಪ್ರಿಲ್ 2025 xyxy=(766,58,887,71)
letter1 xyxy=(58,360,288,655)
proverb-right: ನಾಯಿ ಬೊಗಳಿದರೆ ಧೂಳೀಪಟ ಹಾಗುತ್ತದಾ? xyxy=(163,308,256,316)
